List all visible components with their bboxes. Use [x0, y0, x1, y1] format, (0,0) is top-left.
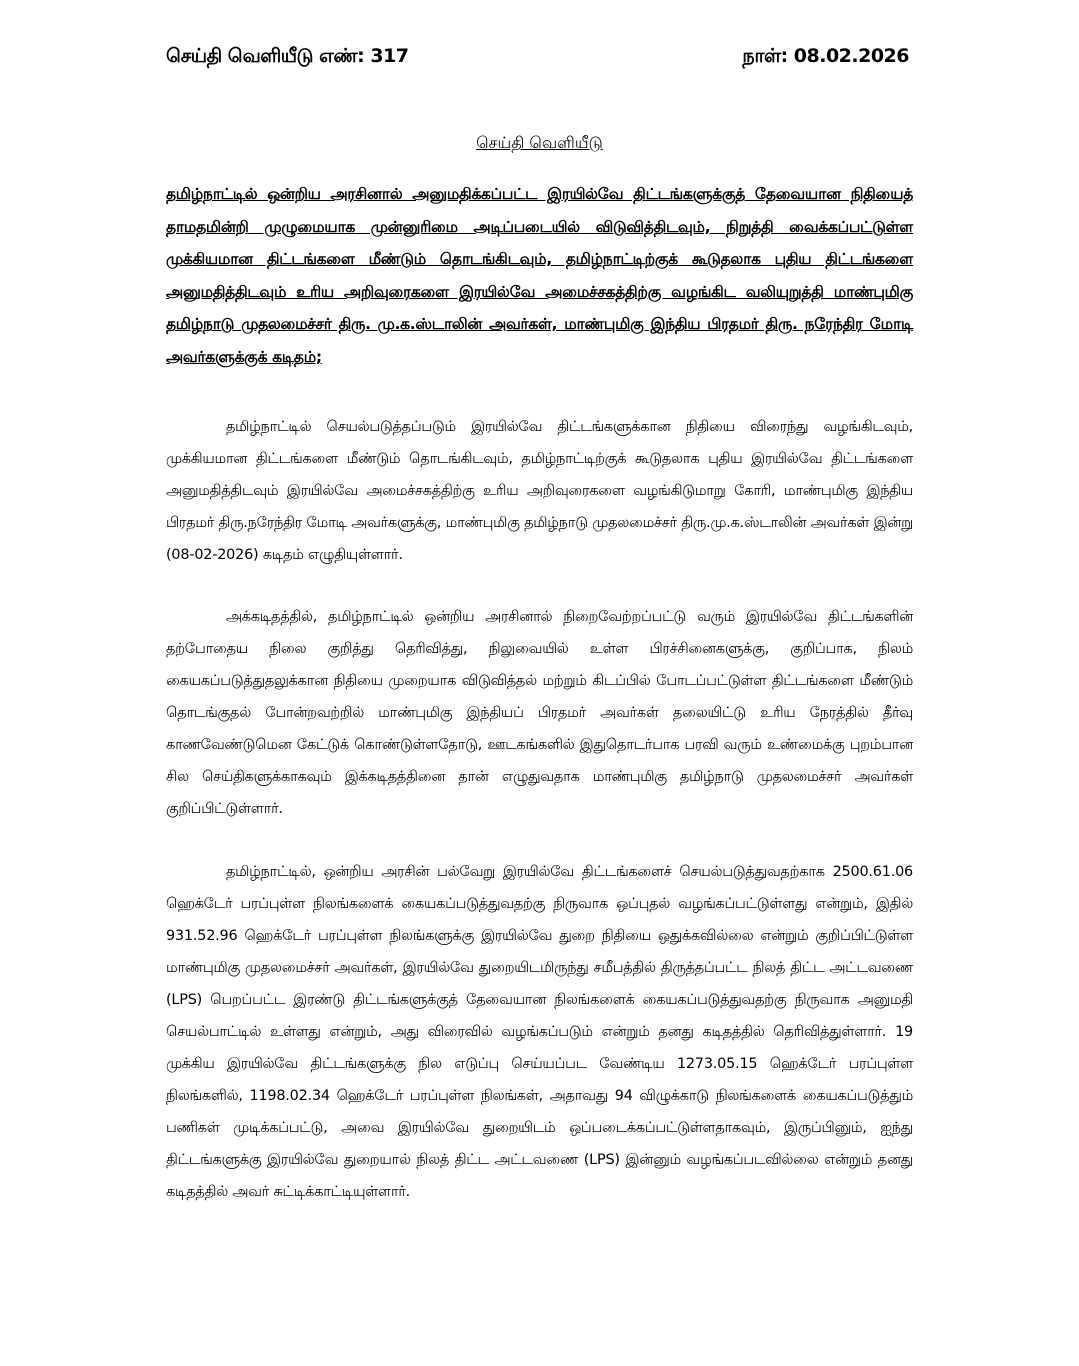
subject-heading: தமிழ்நாட்டில் ஒன்றிய அரசினால் அனுமதிக்கப்பட்ட இரயில்வே திட்டங்களுக்குத் தேவையான நிதியைத் தாமதமின்றி முழுமையாக முன்னுரிமை அடிப்படையில் விடுவித்திடவும், நிறுத்தி வைக்கப்பட்டுள்ள முக்கியமான திட்டங்களை மீண்டும் தொடங்கிடவும், தமிழ்நாட்டிற்குக் கூடுதலாக புதிய திட்டங்களை அனுமதித்திடவும் உரிய அறிவுரைகளை இரயில்வே அமைச்சகத்திற்கு வழங்கிட வலியுறுத்தி மாண்புமிகு தமிழ்நாடு முதலமைச்சர் திரு. மு.க.ஸ்டாலின் அவர்கள், மாண்புமிகு இந்திய பிரதமர் திரு. நரேந்திர மோடி அவர்களுக்குக் கடிதம்;: [166, 185, 913, 366]
paragraph-3: [166, 856, 913, 1208]
paragraph-2: [166, 601, 913, 825]
release-date: நாள்: 08.02.2026: [742, 45, 909, 67]
paragraph-3-text: தமிழ்நாட்டில், ஒன்றிய அரசின் பல்வேறு இரயில்வே திட்டங்களைச் செயல்படுத்துவதற்காக 2500.61.06 ஹெக்டேர் பரப்புள்ள நிலங்களைக் கையகப்படுத்துவதற்கு நிருவாக ஒப்புதல் வழங்கப்பட்டுள்ளது என்றும், இதில் 931.52.96 ஹெக்டேர் பரப்புள்ள நிலங்களுக்கு இரயில்வே துறை நிதியை ஒதுக்கவில்லை என்றும் குறிப்பிட்டுள்ள மாண்புமிகு முதலமைச்சர் அவர்கள், இரயில்வே துறையிடமிருந்து சமீபத்தில் திருத்தப்பட்ட நிலத் திட்ட அட்டவணை (LPS) பெறப்பட்ட இரண்டு திட்டங்களுக்குத் தேவையான நிலங்களைக் கையகப்படுத்துவதற்கு நிருவாக அனுமதி செயல்பாட்டில் உள்ளது என்றும், அது விரைவில் வழங்கப்படும் என்றும் தனது கடிதத்தில் தெரிவித்துள்ளார். 19 முக்கிய இரயில்வே திட்டங்களுக்கு நில எடுப்பு செய்யப்பட வேண்டிய 1273.05.15 ஹெக்டேர் பரப்புள்ள நிலங்களில், 1198.02.34 ஹெக்டேர் பரப்புள்ள நிலங்கள், அதாவது 94 விழுக்காடு நிலங்களைக் கையகப்படுத்தும் பணிகள் முடிக்கப்பட்டு, அவை இரயில்வே துறையிடம் ஒப்படைக்கப்பட்டுள்ளதாகவும், இருப்பினும், ஐந்து திட்டங்களுக்கு இரயில்வே துறையால் நிலத் திட்ட அட்டவணை (LPS) இன்னும் வழங்கப்படவில்லை என்றும் தனது கடிதத்தில் அவர் சுட்டிக்காட்டியுள்ளார்.: [166, 864, 913, 1200]
release-number: செய்தி வெளியீடு எண்: 317: [166, 45, 409, 67]
paragraph-1: [166, 411, 913, 571]
paragraph-1-text: தமிழ்நாட்டில் செயல்படுத்தப்படும் இரயில்வே திட்டங்களுக்கான நிதியை விரைந்து வழங்கிடவும், முக்கியமான திட்டங்களை மீண்டும் தொடங்கிடவும், தமிழ்நாட்டிற்குக் கூடுதலாக புதிய இரயில்வே திட்டங்களை அனுமதித்திடவும் இரயில்வே அமைச்சகத்திற்கு உரிய அறிவுரைகளை வழங்கிடுமாறு கோரி, மாண்புமிகு இந்திய பிரதமர் திரு.நரேந்திர மோடி அவர்களுக்கு, மாண்புமிகு தமிழ்நாடு முதலமைச்சர் திரு.மு.க.ஸ்டாலின் அவர்கள் இன்று (08-02-2026) கடிதம் எழுதியுள்ளார்.: [166, 419, 913, 563]
paragraph-2-text: அக்கடிதத்தில், தமிழ்நாட்டில் ஒன்றிய அரசினால் நிறைவேற்றப்பட்டு வரும் இரயில்வே திட்டங்களின் தற்போதைய நிலை குறித்து தெரிவித்து, நிலுவையில் உள்ள பிரச்சினைகளுக்கு, குறிப்பாக, நிலம் கையகப்படுத்துதலுக்கான நிதியை முறையாக விடுவித்தல் மற்றும் கிடப்பில் போடப்பட்டுள்ள திட்டங்களை மீண்டும் தொடங்குதல் போன்றவற்றில் மாண்புமிகு இந்தியப் பிரதமர் அவர்கள் தலையிட்டு உரிய நேரத்தில் தீர்வு காணவேண்டுமென கேட்டுக் கொண்டுள்ளதோடு, ஊடகங்களில் இதுதொடர்பாக பரவி வரும் உண்மைக்கு புறம்பான சில செய்திகளுக்காகவும் இக்கடிதத்தினை தான் எழுதுவதாக மாண்புமிகு தமிழ்நாடு முதலமைச்சர் அவர்கள் குறிப்பிட்டுள்ளார்.: [166, 609, 913, 817]
document-title: செய்தி வெளியீடு: [476, 133, 603, 152]
